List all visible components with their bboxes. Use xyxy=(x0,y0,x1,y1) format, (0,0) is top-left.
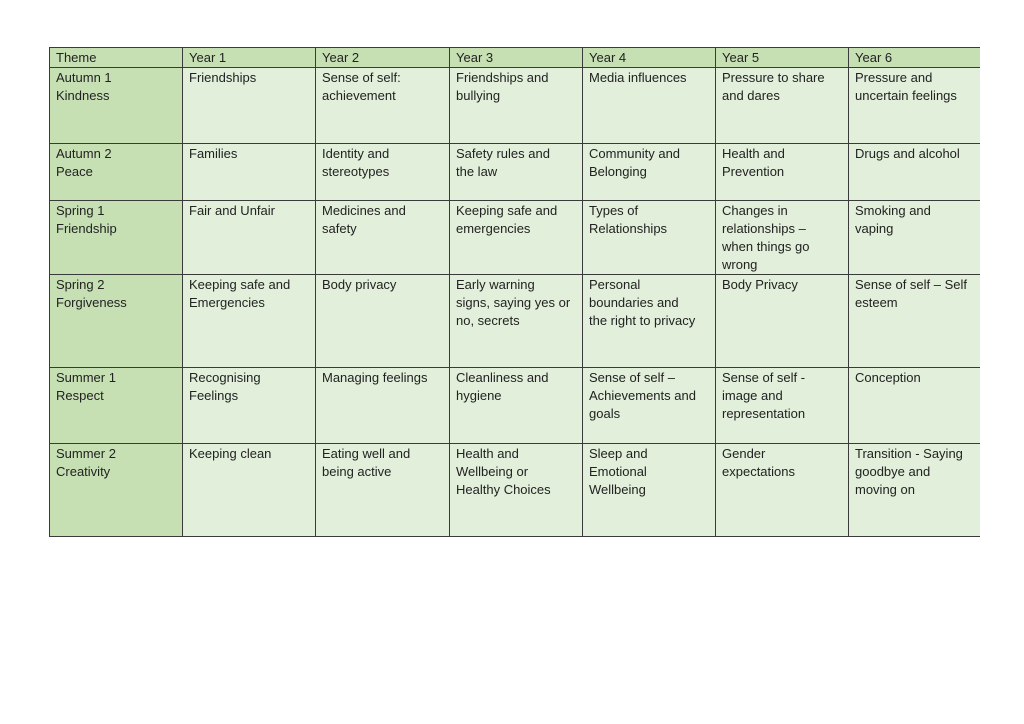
table-cell: Media influences xyxy=(583,68,716,144)
table-cell: Body privacy xyxy=(316,275,450,368)
table-cell: Health and Prevention xyxy=(716,144,849,201)
table-cell: Managing feelings xyxy=(316,368,450,444)
header-year-2: Year 2 xyxy=(316,48,450,68)
table-cell: Gender expectations xyxy=(716,444,849,537)
table-cell: Safety rules and the law xyxy=(450,144,583,201)
table-row xyxy=(50,144,989,201)
table-cell: Body Privacy xyxy=(716,275,849,368)
table-row xyxy=(50,368,989,444)
row-theme: Autumn 2 Peace xyxy=(50,144,183,201)
row-theme: Summer 1 Respect xyxy=(50,368,183,444)
table-cell: Sense of self – Achievements and goals xyxy=(583,368,716,444)
table-cell: Keeping safe and Emergencies xyxy=(183,275,316,368)
table-cell: Fair and Unfair xyxy=(183,201,316,275)
header-year-1: Year 1 xyxy=(183,48,316,68)
table-cell: Friendships and bullying xyxy=(450,68,583,144)
table-cell: Smoking and vaping xyxy=(849,201,989,275)
table-cell: Personal boundaries and the right to privacy xyxy=(583,275,716,368)
table-cell: Types of Relationships xyxy=(583,201,716,275)
row-theme: Summer 2 Creativity xyxy=(50,444,183,537)
table-cell: Eating well and being active xyxy=(316,444,450,537)
table-cell: Drugs and alcohol xyxy=(849,144,989,201)
table-header-row xyxy=(50,48,989,68)
table-cell: Conception xyxy=(849,368,989,444)
table-cell: Community and Belonging xyxy=(583,144,716,201)
table-cell: Sense of self - image and representation xyxy=(716,368,849,444)
table-cell: Changes in relationships – when things go wrong xyxy=(716,201,849,275)
curriculum-table xyxy=(49,47,989,537)
header-year-5: Year 5 xyxy=(716,48,849,68)
header-year-4: Year 4 xyxy=(583,48,716,68)
table-row xyxy=(50,444,989,537)
header-theme: Theme xyxy=(50,48,183,68)
table-cell: Friendships xyxy=(183,68,316,144)
row-theme: Spring 2 Forgiveness xyxy=(50,275,183,368)
table-cell: Keeping clean xyxy=(183,444,316,537)
table-cell: Early warning signs, saying yes or no, secrets xyxy=(450,275,583,368)
table-cell: Pressure to share and dares xyxy=(716,68,849,144)
header-year-6: Year 6 xyxy=(849,48,989,68)
row-theme: Spring 1 Friendship xyxy=(50,201,183,275)
table-row xyxy=(50,201,989,275)
table-cell: Medicines and safety xyxy=(316,201,450,275)
table-cell: Pressure and uncertain feelings xyxy=(849,68,989,144)
table-cell: Recognising Feelings xyxy=(183,368,316,444)
table-cell: Identity and stereotypes xyxy=(316,144,450,201)
page-margin xyxy=(980,40,1024,540)
table-cell: Cleanliness and hygiene xyxy=(450,368,583,444)
table-cell: Transition - Saying goodbye and moving on xyxy=(849,444,989,537)
table-cell: Sense of self – Self esteem xyxy=(849,275,989,368)
table-row xyxy=(50,275,989,368)
table-cell: Keeping safe and emergencies xyxy=(450,201,583,275)
table-cell: Health and Wellbeing or Healthy Choices xyxy=(450,444,583,537)
table-cell: Sense of self: achievement xyxy=(316,68,450,144)
header-year-3: Year 3 xyxy=(450,48,583,68)
row-theme: Autumn 1 Kindness xyxy=(50,68,183,144)
table-cell: Families xyxy=(183,144,316,201)
table-cell: Sleep and Emotional Wellbeing xyxy=(583,444,716,537)
table-row xyxy=(50,68,989,144)
